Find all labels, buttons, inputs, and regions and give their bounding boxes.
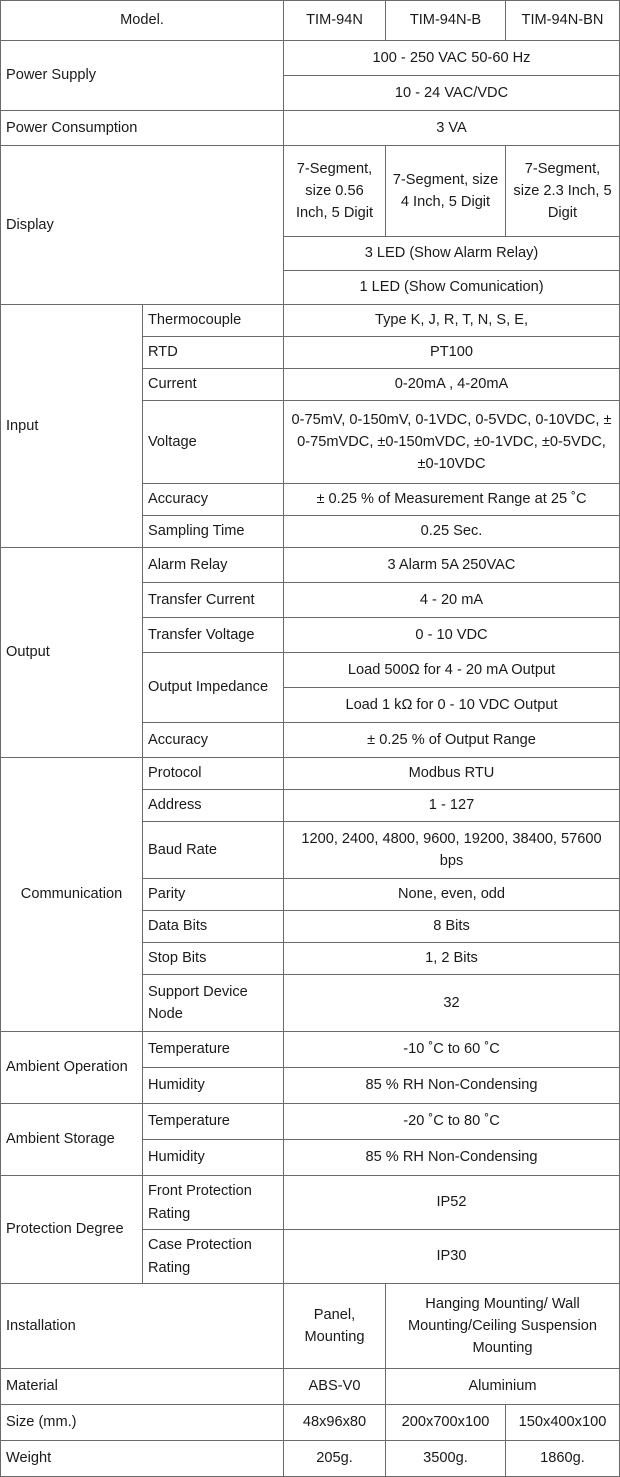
- row-power-consumption: [1, 111, 620, 146]
- label-comm-stop-bits: Stop Bits: [143, 943, 284, 975]
- value-size-tim94nb: 200x700x100: [386, 1405, 506, 1441]
- label-comm-data-bits: Data Bits: [143, 911, 284, 943]
- value-display-tim94n: 7-Segment, size 0.56 Inch, 5 Digit: [284, 146, 386, 237]
- label-comm-protocol: Protocol: [143, 758, 284, 790]
- label-comm-support-device-node: Support Device Node: [143, 975, 284, 1032]
- row-size: [1, 1405, 620, 1441]
- label-power-supply: Power Supply: [1, 41, 284, 111]
- value-output-transfer-voltage: 0 - 10 VDC: [284, 618, 620, 653]
- value-comm-protocol: Modbus RTU: [284, 758, 620, 790]
- value-material-tim94n: ABS-V0: [284, 1369, 386, 1405]
- label-size: Size (mm.): [1, 1405, 284, 1441]
- value-input-accuracy: ± 0.25 % of Measurement Range at 25 ˚C: [284, 484, 620, 516]
- value-installation-tim94n: Panel, Mounting: [284, 1284, 386, 1369]
- value-protection-case-rating: IP30: [284, 1230, 620, 1284]
- value-size-tim94nbn: 150x400x100: [506, 1405, 620, 1441]
- value-ambient-storage-humidity: 85 % RH Non-Condensing: [284, 1140, 620, 1176]
- label-output-accuracy: Accuracy: [143, 723, 284, 758]
- row-output-alarm-relay: [1, 548, 620, 583]
- value-input-rtd: PT100: [284, 337, 620, 369]
- label-ambient-storage-temperature: Temperature: [143, 1104, 284, 1140]
- label-input-accuracy: Accuracy: [143, 484, 284, 516]
- label-comm-parity: Parity: [143, 879, 284, 911]
- label-output-alarm-relay: Alarm Relay: [143, 548, 284, 583]
- label-output: Output: [1, 548, 143, 758]
- value-output-impedance-current: Load 500Ω for 4 - 20 mA Output: [284, 653, 620, 688]
- value-input-thermocouple: Type K, J, R, T, N, S, E,: [284, 305, 620, 337]
- label-communication: Communication: [1, 758, 143, 1032]
- value-display-tim94nbn: 7-Segment, size 2.3 Inch, 5 Digit: [506, 146, 620, 237]
- value-ambient-operation-temperature: -10 ˚C to 60 ˚C: [284, 1032, 620, 1068]
- value-weight-tim94nb: 3500g.: [386, 1441, 506, 1477]
- label-protection-front-rating: Front Protection Rating: [143, 1176, 284, 1230]
- row-comm-protocol: [1, 758, 620, 790]
- value-comm-data-bits: 8 Bits: [284, 911, 620, 943]
- row-ambient-storage-temperature: [1, 1104, 620, 1140]
- label-ambient-storage: Ambient Storage: [1, 1104, 143, 1176]
- label-ambient-storage-humidity: Humidity: [143, 1140, 284, 1176]
- label-protection-case-rating: Case Protection Rating: [143, 1230, 284, 1284]
- value-material-b-bn: Aluminium: [386, 1369, 620, 1405]
- row-installation: [1, 1284, 620, 1369]
- label-input-voltage: Voltage: [143, 401, 284, 484]
- label-power-consumption: Power Consumption: [1, 111, 284, 146]
- value-ambient-storage-temperature: -20 ˚C to 80 ˚C: [284, 1104, 620, 1140]
- value-comm-stop-bits: 1, 2 Bits: [284, 943, 620, 975]
- value-comm-baud-rate: 1200, 2400, 4800, 9600, 19200, 38400, 57600 bps: [284, 822, 620, 879]
- value-power-supply-dc: 10 - 24 VAC/VDC: [284, 76, 620, 111]
- row-weight: [1, 1441, 620, 1477]
- table-header-row: [1, 1, 620, 41]
- value-output-alarm-relay: 3 Alarm 5A 250VAC: [284, 548, 620, 583]
- header-model-tim94nb: TIM-94N-B: [386, 1, 506, 41]
- value-comm-parity: None, even, odd: [284, 879, 620, 911]
- value-power-supply-ac: 100 - 250 VAC 50-60 Hz: [284, 41, 620, 76]
- value-comm-support-device-node: 32: [284, 975, 620, 1032]
- label-comm-baud-rate: Baud Rate: [143, 822, 284, 879]
- value-comm-address: 1 - 127: [284, 790, 620, 822]
- label-input-current: Current: [143, 369, 284, 401]
- value-output-transfer-current: 4 - 20 mA: [284, 583, 620, 618]
- label-material: Material: [1, 1369, 284, 1405]
- value-display-alarm-led: 3 LED (Show Alarm Relay): [284, 237, 620, 271]
- label-protection-degree: Protection Degree: [1, 1176, 143, 1284]
- row-protection-front: [1, 1176, 620, 1230]
- value-power-consumption: 3 VA: [284, 111, 620, 146]
- value-display-comm-led: 1 LED (Show Comunication): [284, 271, 620, 305]
- label-comm-address: Address: [143, 790, 284, 822]
- label-input-thermocouple: Thermocouple: [143, 305, 284, 337]
- row-power-supply-1: [1, 41, 620, 76]
- row-display-1: [1, 146, 620, 237]
- label-input-sampling-time: Sampling Time: [143, 516, 284, 548]
- label-output-transfer-current: Transfer Current: [143, 583, 284, 618]
- value-size-tim94n: 48x96x80: [284, 1405, 386, 1441]
- value-input-current: 0-20mA , 4-20mA: [284, 369, 620, 401]
- row-material: [1, 1369, 620, 1405]
- header-model-tim94n: TIM-94N: [284, 1, 386, 41]
- value-display-tim94nb: 7-Segment, size 4 Inch, 5 Digit: [386, 146, 506, 237]
- label-installation: Installation: [1, 1284, 284, 1369]
- value-weight-tim94nbn: 1860g.: [506, 1441, 620, 1477]
- label-output-impedance: Output Impedance: [143, 653, 284, 723]
- header-model-label: Model.: [1, 1, 284, 41]
- label-output-transfer-voltage: Transfer Voltage: [143, 618, 284, 653]
- row-ambient-operation-temperature: [1, 1032, 620, 1068]
- label-ambient-operation: Ambient Operation: [1, 1032, 143, 1104]
- label-input: Input: [1, 305, 143, 548]
- value-input-voltage: 0-75mV, 0-150mV, 0-1VDC, 0-5VDC, 0-10VDC, ± 0-75mVDC, ±0-150mVDC, ±0-1VDC, ±0-5VDC, ±0-10VDC: [284, 401, 620, 484]
- value-output-accuracy: ± 0.25 % of Output Range: [284, 723, 620, 758]
- label-ambient-operation-humidity: Humidity: [143, 1068, 284, 1104]
- label-weight: Weight: [1, 1441, 284, 1477]
- value-protection-front-rating: IP52: [284, 1176, 620, 1230]
- value-input-sampling-time: 0.25 Sec.: [284, 516, 620, 548]
- header-model-tim94nbn: TIM-94N-BN: [506, 1, 620, 41]
- label-input-rtd: RTD: [143, 337, 284, 369]
- value-output-impedance-voltage: Load 1 kΩ for 0 - 10 VDC Output: [284, 688, 620, 723]
- label-ambient-operation-temperature: Temperature: [143, 1032, 284, 1068]
- value-weight-tim94n: 205g.: [284, 1441, 386, 1477]
- value-ambient-operation-humidity: 85 % RH Non-Condensing: [284, 1068, 620, 1104]
- value-installation-b-bn: Hanging Mounting/ Wall Mounting/Ceiling Suspension Mounting: [386, 1284, 620, 1369]
- label-display: Display: [1, 146, 284, 305]
- row-input-thermocouple: [1, 305, 620, 337]
